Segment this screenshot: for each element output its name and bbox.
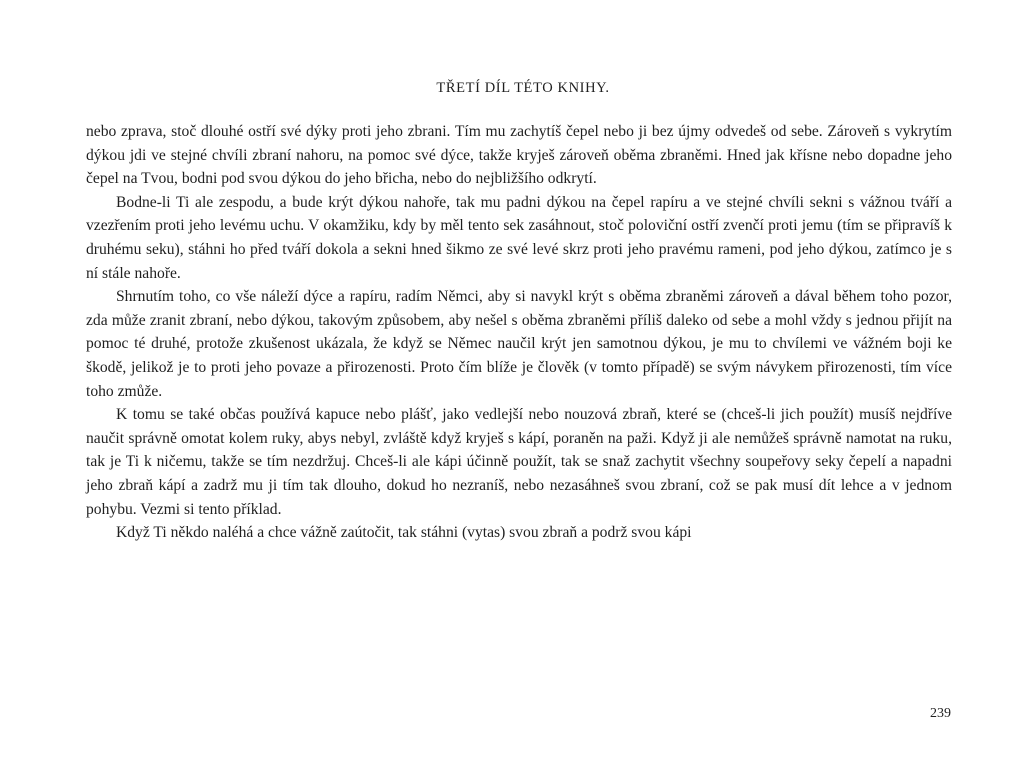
paragraph-2: Bodne-li Ti ale zespodu, a bude krýt dýkou nahoře, tak mu padni dýkou na čepel rapíru a ve stejné chvíli sekni s vážnou tváří a vzezřením proti jeho levému uchu. V okamžiku, kdy by měl tento sek zasáhnout, stoč poloviční ostří zvenčí proti jemu (tím se připravíš k druhému seku), stáhni ho před tváří dokola a sekni hned šikmo ze své levé skrz proti jeho pravému rameni, pod jeho dýkou, zatímco je s ní stále nahoře. [86,193,952,282]
page-number: 239 [930,706,951,721]
body-text [86,120,952,545]
paragraph-3: Shrnutím toho, co vše náleží dýce a rapíru, radím Němci, aby si navykl krýt s oběma zbraněmi zároveň a dával během toho pozor, zda může zranit zbraní, nebo dýkou, takovým způsobem, aby nešel s oběma zbraněmi příliš daleko od sebe a mohl vždy s jednou přijít na pomoc té druhé, protože zkušenost ukázala, že když se Němec naučil krýt jen samotnou dýkou, je mu to chvílemi ve vážném boji ke škodě, jelikož je to proti jeho povaze a přirozenosti. Proto čím blíže je člověk (v tomto případě) se svým návykem přirozenosti, tím více toho zmůže. [86,288,952,400]
paragraph-4: K tomu se také občas používá kapuce nebo plášť, jako vedlejší nebo nouzová zbraň, které se (chceš-li jich použít) musíš nejdříve naučit správně omotat kolem ruky, abys nebyl, zvláště když kryješ s kápí, poraněn na paži. Když ji ale nemůžeš správně namotat na ruku, tak je Ti k ničemu, takže se tím nezdržuj. Chceš-li ale kápi účinně použít, tak se snaž zachytit všechny soupeřovy seky čepelí a napadni jeho zbraň kápí a zadrž mu ji tím tak dlouho, dokud ho nezraníš, nebo nezasáhneš svou zbraní, což se pak musí dít lehce a v jednom pohybu. Vezmi si tento příklad. [86,406,952,518]
paragraph-5: Když Ti někdo naléhá a chce vážně zaútočit, tak stáhni (vytas) svou zbraň a podrž svou kápi [116,524,692,542]
running-head: TŘETÍ DÍL TÉTO KNIHY. [436,80,610,96]
paragraph-1: nebo zprava, stoč dlouhé ostří své dýky proti jeho zbrani. Tím mu zachytíš čepel nebo ji bez újmy odvedeš od sebe. Zároveň s vykrytím dýkou jdi ve stejné chvíli zbraní nahoru, na pomoc své dýce, takže kryješ zároveň oběma zbraněmi. Hned jak křísne nebo dopadne jeho čepel na Tvou, bodni pod svou dýkou do jeho břicha, nebo do nejbližšího odkrytí. [86,123,952,188]
